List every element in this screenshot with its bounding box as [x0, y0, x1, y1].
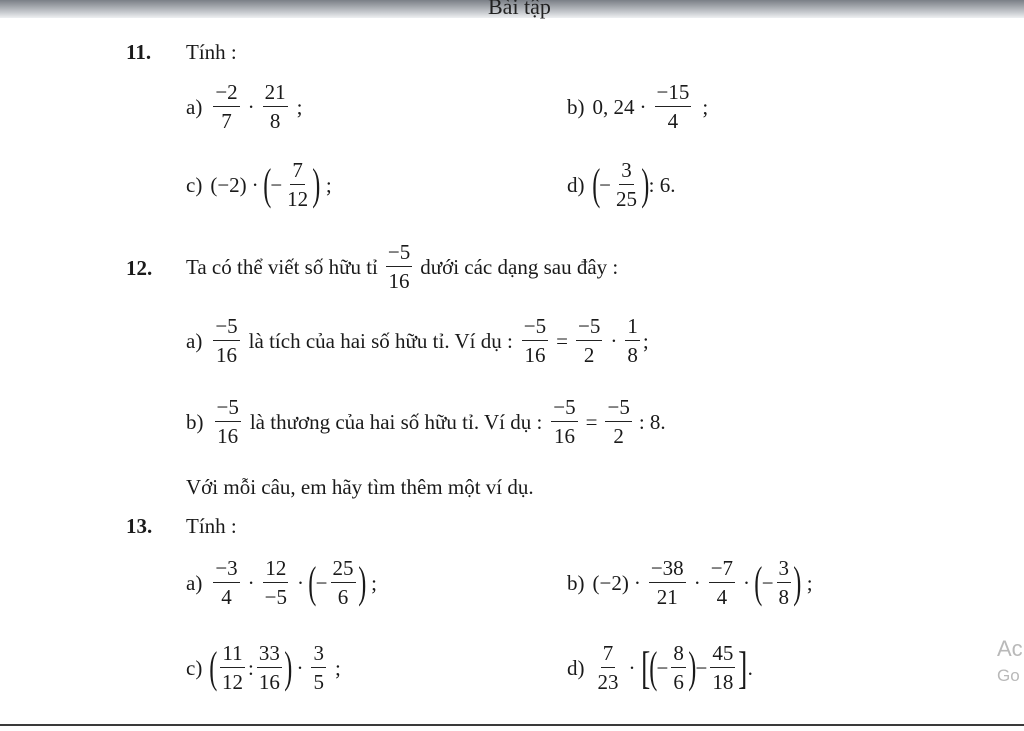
ex12-b: b) $\frac{-5}{16}$ là thương của hai số hữu tỉ. Ví dụ : $\frac{-5}{16}$ = $\frac{-5}{2}$ : 8.: [186, 395, 666, 448]
exercise-12-number: 12.: [126, 256, 153, 280]
fraction: $\frac{25}{6}$: [332, 556, 354, 609]
fraction: $\frac{-38}{21}$: [650, 556, 684, 609]
ex13-d: d) $\frac{7}{23}$ · [ ( − $\frac{8}{6}$ ) − $\frac{45}{18}$ ] .: [567, 641, 753, 694]
fraction: $\frac{3}{25}$: [616, 158, 637, 211]
fraction: $\frac{1}{8}$: [627, 314, 638, 367]
ex11-d: d) ( − $\frac{3}{25}$ ) : 6.: [567, 158, 676, 211]
fraction: $\frac{-7}{4}$: [710, 556, 734, 609]
page-heading: Bài tập: [488, 0, 551, 19]
exercise-13-title: Tính :: [186, 514, 237, 538]
ex12-note: Với mỗi câu, em hãy tìm thêm một ví dụ.: [186, 475, 534, 499]
ex11-c: c) (−2) · ( − $\frac{7}{12}$ ) ;: [186, 158, 332, 211]
fraction: $\frac{12}{-5}$: [264, 556, 288, 609]
fraction: $\frac{7}{12}$: [287, 158, 309, 211]
fraction: $\frac{21}{8}$: [264, 80, 286, 133]
fraction: $\frac{11}{12}$: [221, 641, 243, 694]
fraction: $\frac{-5}{2}$: [607, 395, 630, 448]
watermark-line-2: Go: [997, 666, 1020, 685]
fraction: $\frac{-5}{16}$: [387, 240, 411, 293]
watermark-line-1: Ac: [997, 636, 1023, 661]
fraction: $\frac{8}{6}$: [673, 641, 684, 694]
fraction: $\frac{-15}{4}$: [656, 80, 690, 133]
page-bottom-edge: [0, 724, 1024, 731]
fraction: $\frac{-5}{16}$: [553, 395, 576, 448]
exercise-12-intro: Ta có thể viết số hữu tỉ $\frac{-5}{16}$ dưới các dạng sau đây :: [186, 240, 619, 293]
fraction: $\frac{3}{5}$: [313, 641, 324, 694]
fraction: $\frac{-5}{16}$: [215, 314, 238, 367]
ex13-c: c) ( $\frac{11}{12}$ : $\frac{33}{16}$ ) · $\frac{3}{5}$ ;: [186, 641, 341, 694]
fraction: $\frac{-5}{16}$: [523, 314, 547, 367]
ex12-a: a) $\frac{-5}{16}$ là tích của hai số hữu tỉ. Ví dụ : $\frac{-5}{16}$ = $\frac{-5}{2}$ · $\frac{1}{8}$ ;: [186, 314, 649, 367]
ex11-a: a) $\frac{-2}{7}$ · $\frac{21}{8}$ ;: [186, 80, 303, 133]
fraction: $\frac{3}{8}$: [778, 556, 790, 609]
fraction: $\frac{33}{16}$: [258, 641, 280, 694]
fraction: $\frac{-5}{2}$: [577, 314, 601, 367]
fraction: $\frac{45}{18}$: [712, 641, 734, 694]
fraction: $\frac{-3}{4}$: [215, 556, 238, 609]
exercise-13-number: 13.: [126, 514, 153, 538]
fraction: $\frac{-5}{16}$: [216, 395, 239, 448]
ex13-b: b) (−2) · $\frac{-38}{21}$ · $\frac{-7}{4}$ · ( − $\frac{3}{8}$ ) ;: [567, 556, 813, 609]
exercise-11-title: Tính :: [186, 40, 237, 64]
exercise-11-number: 11.: [126, 40, 152, 64]
fraction: $\frac{-2}{7}$: [215, 80, 238, 133]
fraction: $\frac{7}{23}$: [597, 641, 619, 694]
ex11-b: b) 0, 24 · $\frac{-15}{4}$ ;: [567, 80, 709, 133]
ex13-a: a) $\frac{-3}{4}$ · $\frac{12}{-5}$ · ( − $\frac{25}{6}$ ) ;: [186, 556, 378, 609]
